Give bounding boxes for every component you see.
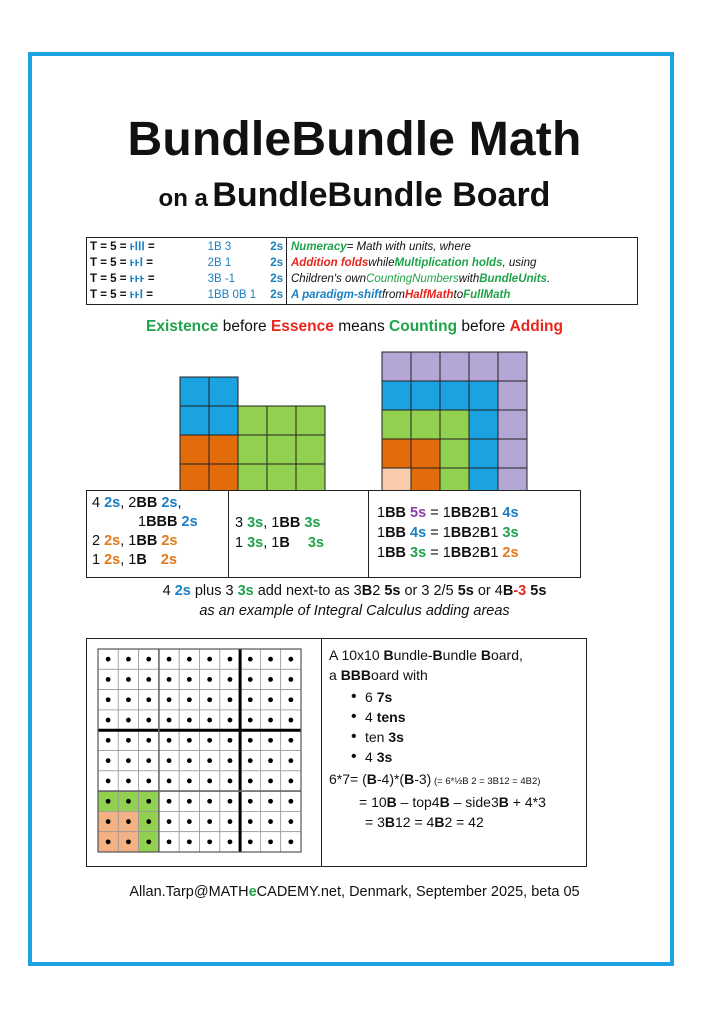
purple-cell <box>469 352 498 381</box>
board-dot <box>228 738 233 743</box>
board-dot <box>207 657 212 662</box>
board-dot <box>106 738 111 743</box>
board-dot <box>228 799 233 804</box>
board-dot <box>187 718 192 723</box>
board-dot <box>207 738 212 743</box>
board-dot <box>288 738 293 743</box>
board-dot <box>268 657 273 662</box>
board-dot <box>187 779 192 784</box>
board-dot <box>228 779 233 784</box>
footer-credit: Allan.Tarp@MATHeCADEMY.net, Denmark, September 2025, beta 05 <box>129 884 580 900</box>
blue-cell <box>382 381 411 410</box>
board-dot <box>207 819 212 824</box>
board-dot <box>288 718 293 723</box>
board-dot <box>187 657 192 662</box>
green-cell <box>440 410 469 439</box>
board-dot <box>207 697 212 702</box>
board-dot <box>288 779 293 784</box>
purple-cell <box>498 352 527 381</box>
green-cell <box>296 406 325 435</box>
peach-cell <box>382 468 411 490</box>
recount-column: 1BB 5s = 1BB2B1 4s 1BB 4s = 1BB2B1 3s 1BB 3s = 1BB2B1 2s <box>377 505 519 561</box>
green-cell <box>411 410 440 439</box>
board-dot <box>268 677 273 682</box>
board-dot <box>207 779 212 784</box>
board-dot <box>288 839 293 844</box>
board-dot <box>288 758 293 763</box>
purple-cell <box>498 381 527 410</box>
purple-cell <box>411 352 440 381</box>
board-dot <box>167 799 172 804</box>
board-dot <box>126 819 131 824</box>
board-dot <box>248 779 253 784</box>
board-dot <box>207 677 212 682</box>
green-cell <box>296 435 325 464</box>
right-bundle-grid <box>382 352 527 490</box>
blue-cell <box>469 381 498 410</box>
board-dot <box>106 839 111 844</box>
orange-cell <box>209 435 238 464</box>
blue-cell <box>469 410 498 439</box>
green-cell <box>238 406 267 435</box>
board-dot <box>106 697 111 702</box>
bullet-item: • 4 tens <box>365 707 405 727</box>
board-dot <box>288 677 293 682</box>
orange-cell <box>180 464 209 490</box>
bullet-item: • ten 3s <box>365 727 404 747</box>
green-cell <box>267 464 296 490</box>
board-dot <box>146 677 151 682</box>
page-title: BundleBundle Math <box>127 113 582 166</box>
formula-line: = 10B – top4B – side3B + 4*3 <box>359 794 546 810</box>
orange-cell <box>209 464 238 490</box>
bullet-item: • 6 7s <box>365 687 392 707</box>
purple-cell <box>440 352 469 381</box>
green-cell <box>440 439 469 468</box>
board-dot <box>207 799 212 804</box>
bundle-board <box>87 639 321 866</box>
orange-cell <box>411 439 440 468</box>
board-dot <box>248 657 253 662</box>
bundle-table <box>86 490 581 578</box>
board-dot <box>228 718 233 723</box>
bullet-item: • 4 3s <box>365 747 392 767</box>
tally-row: T = 5 = ⱶⅠⅠⅠ = 1B 3 2s <box>90 241 283 253</box>
calculus-line: as an example of Integral Calculus adding areas <box>199 603 510 619</box>
blue-cell <box>440 381 469 410</box>
board-dot <box>268 718 273 723</box>
board-dot <box>248 839 253 844</box>
board-dot <box>228 758 233 763</box>
board-dot <box>228 819 233 824</box>
purple-cell <box>382 352 411 381</box>
board-dot <box>248 697 253 702</box>
blue-cell <box>469 468 498 490</box>
board-dot <box>106 657 111 662</box>
board-dot <box>268 839 273 844</box>
plus-line: 4 2s plus 3 3s add next-to as 3B2 5s or 3 2/5 5s or 4B-3 5s <box>162 583 547 599</box>
blue-cell <box>209 377 238 406</box>
board-dot <box>187 839 192 844</box>
board-dot <box>167 758 172 763</box>
board-dot <box>248 718 253 723</box>
board-dot <box>167 677 172 682</box>
green-cell <box>440 468 469 490</box>
purple-cell <box>498 468 527 490</box>
board-dot <box>228 839 233 844</box>
board-dot <box>146 758 151 763</box>
board-dot <box>126 657 131 662</box>
board-dot <box>167 779 172 784</box>
board-dot <box>228 677 233 682</box>
blue-cell <box>180 406 209 435</box>
board-dot <box>207 839 212 844</box>
board-dot <box>126 779 131 784</box>
board-dot <box>268 799 273 804</box>
board-dot <box>126 718 131 723</box>
board-dot <box>288 657 293 662</box>
board-dot <box>106 718 111 723</box>
board-dot <box>228 657 233 662</box>
existence-line: Existence before Essence means Counting before Adding <box>146 318 563 335</box>
board-dot <box>146 718 151 723</box>
board-dot <box>288 799 293 804</box>
bundle-grids <box>0 0 709 490</box>
board-description: A 10x10 Bundle-Bundle Board, a BBBoard with • 6 7s • 4 tens • ten 3s • 4 3s 6*7= (B-4)*(B-3) (= 6*½B 2 = 3B12 = 4B2) = 10B – top4B – side3B + 4*3 = 3B12 = 4B2 = 42 <box>329 645 584 832</box>
board-dot <box>126 677 131 682</box>
board-dot <box>207 718 212 723</box>
green-cell <box>238 464 267 490</box>
note-row: Addition folds while Multiplication holds , using <box>291 257 537 269</box>
board-dot <box>167 738 172 743</box>
tally-row: T = 5 = ⱶⱶⅠ = 2B 1 2s <box>90 257 283 269</box>
board-divider <box>321 639 322 866</box>
board-dot <box>187 738 192 743</box>
board-dot <box>248 758 253 763</box>
green-cell <box>296 464 325 490</box>
board-dot <box>167 657 172 662</box>
note-row: Numeracy = Math with units, where <box>291 241 471 253</box>
board-dot <box>126 799 131 804</box>
board-dot <box>167 839 172 844</box>
board-dot <box>146 738 151 743</box>
board-dot <box>146 819 151 824</box>
formula-line: 6*7= (B-4)*(B-3) (= 6*½B 2 = 3B12 = 4B2) <box>329 771 541 787</box>
board-dot <box>248 738 253 743</box>
board-dot <box>106 758 111 763</box>
board-dot <box>248 677 253 682</box>
green-cell <box>267 406 296 435</box>
board-dot <box>146 779 151 784</box>
green-cell <box>267 435 296 464</box>
board-dot <box>106 779 111 784</box>
board-dot <box>167 697 172 702</box>
board-dot <box>146 839 151 844</box>
board-dot <box>187 758 192 763</box>
purple-cell <box>498 410 527 439</box>
tally-row: T = 5 = ⱶⱶⱶ = 3B -1 2s <box>90 273 283 285</box>
board-dot <box>106 677 111 682</box>
board-dot <box>167 819 172 824</box>
board-dot <box>248 799 253 804</box>
board-dot <box>268 779 273 784</box>
blue-cell <box>469 439 498 468</box>
board-dot <box>248 819 253 824</box>
board-dot <box>187 799 192 804</box>
orange-cell <box>382 439 411 468</box>
board-dot <box>187 819 192 824</box>
board-dot <box>268 738 273 743</box>
board-dot <box>187 697 192 702</box>
board-dot <box>228 697 233 702</box>
green-cell <box>382 410 411 439</box>
orange-cell <box>180 435 209 464</box>
board-dot <box>126 839 131 844</box>
blue-cell <box>180 377 209 406</box>
board-dot <box>146 657 151 662</box>
blue-cell <box>411 381 440 410</box>
tally-row: T = 5 = ⱶⱶⅠ = 1BB 0B 1 2s <box>90 289 283 301</box>
board-dot <box>268 758 273 763</box>
board-dot <box>167 718 172 723</box>
board-dot <box>126 697 131 702</box>
board-dot <box>187 677 192 682</box>
subtitle-small: on a <box>158 185 208 212</box>
threes-column: 3 3s, 1BB 3s 1 3s, 1B 3s <box>229 491 369 577</box>
note-row: Children's own CountingNumbers with BundleUnits . <box>291 273 551 285</box>
board-dot <box>288 819 293 824</box>
board-table <box>86 638 587 867</box>
board-dot <box>268 819 273 824</box>
subtitle-big: BundleBundle Board <box>212 176 551 214</box>
green-cell <box>238 435 267 464</box>
board-dot <box>288 697 293 702</box>
blue-cell <box>209 406 238 435</box>
orange-cell <box>411 468 440 490</box>
board-dot <box>207 758 212 763</box>
board-dot <box>106 819 111 824</box>
board-dot <box>106 799 111 804</box>
board-dot <box>146 697 151 702</box>
twos-column: 4 2s, 2BB 2s, 1BBB 2s 2 2s, 1BB 2s 1 2s, 1B 2s <box>87 491 229 577</box>
board-dot <box>146 799 151 804</box>
board-dot <box>126 758 131 763</box>
formula-line: = 3B12 = 4B2 = 42 <box>365 814 484 830</box>
board-dot <box>126 738 131 743</box>
board-dot <box>268 697 273 702</box>
note-row: A paradigm-shift from HalfMath to FullMath <box>291 289 511 301</box>
left-bundle-grid <box>180 377 325 490</box>
purple-cell <box>498 439 527 468</box>
